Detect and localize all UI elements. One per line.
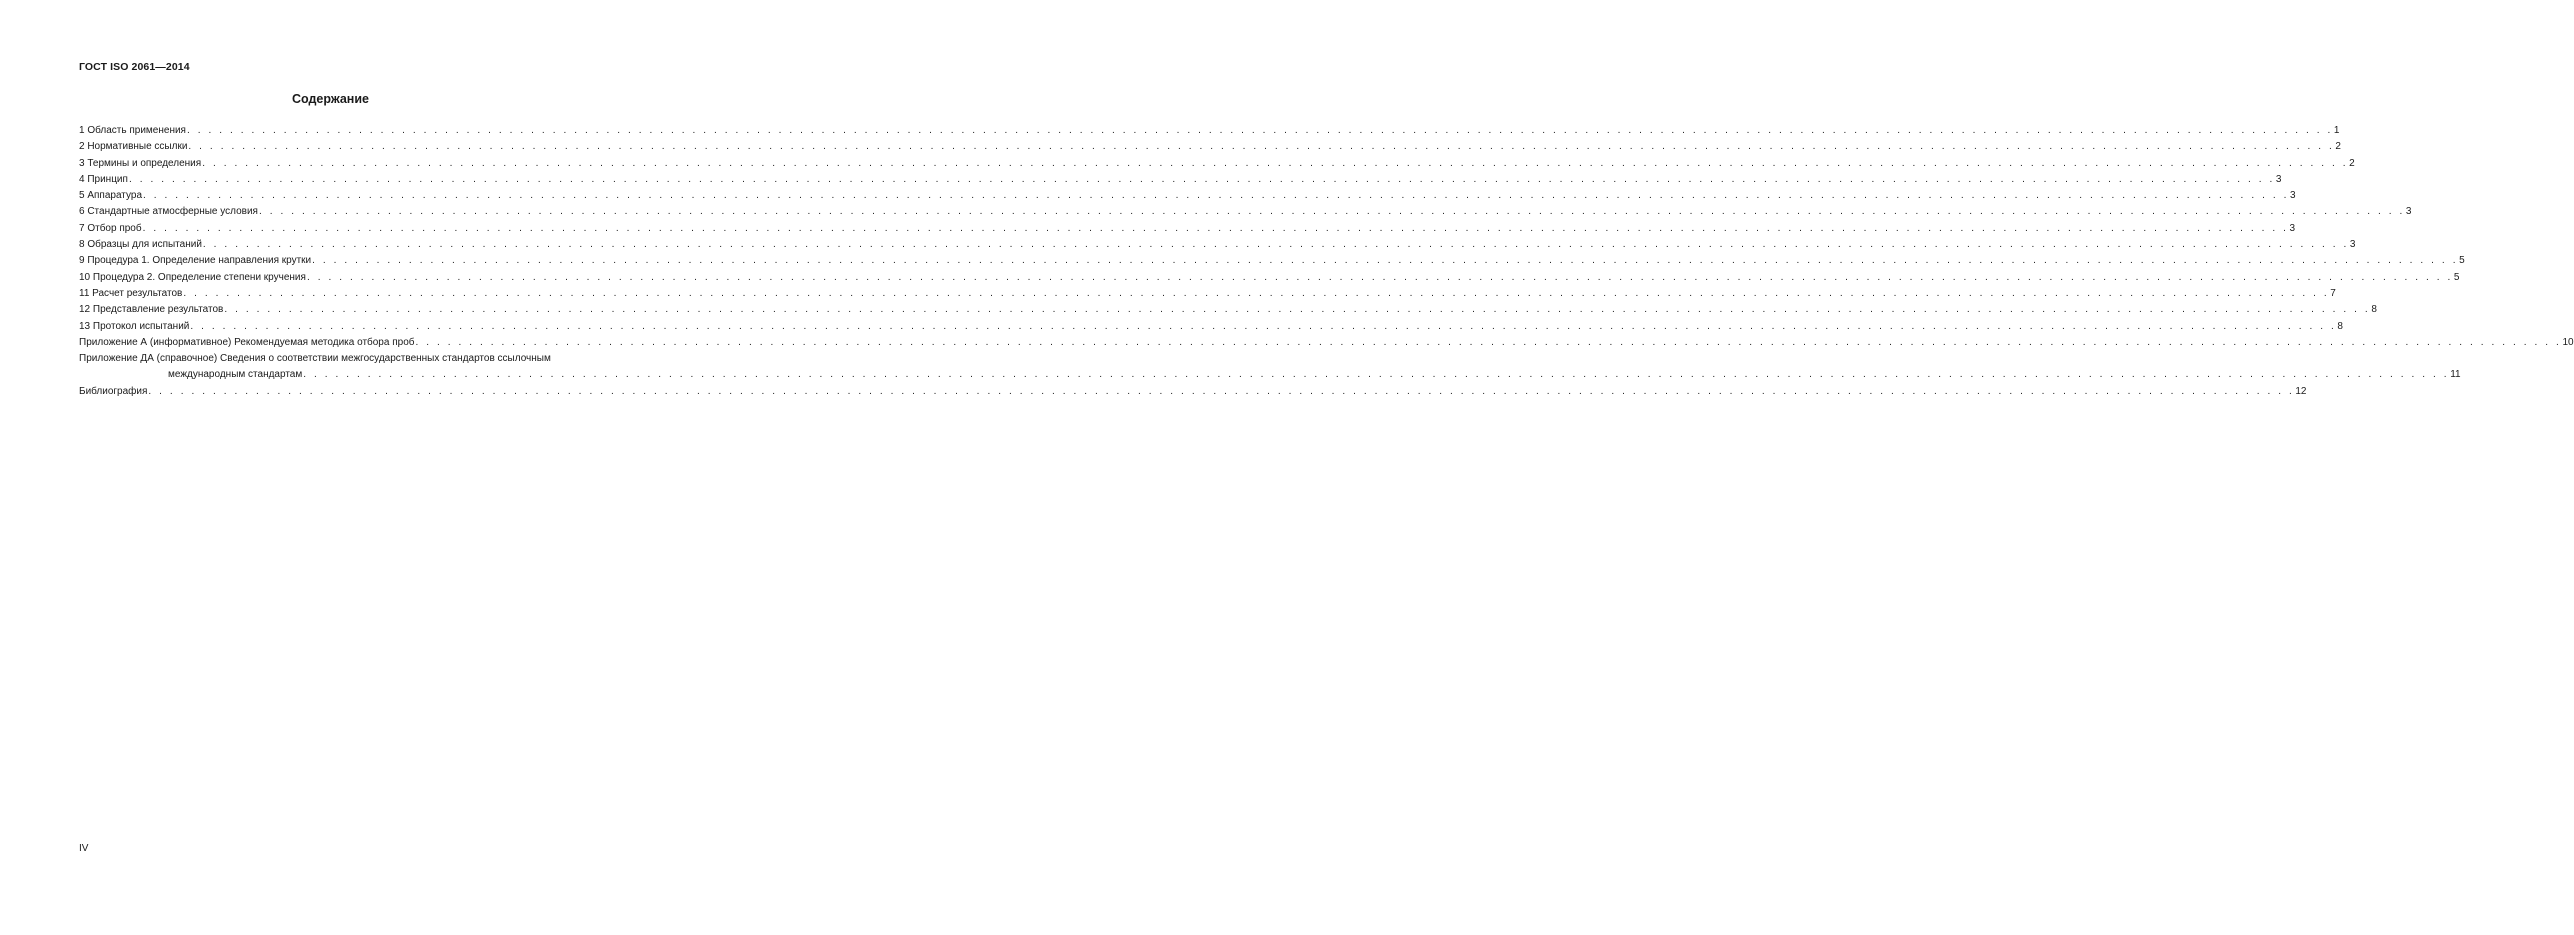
toc-entry-label: 6 Стандартные атмосферные условия — [79, 206, 258, 218]
toc-entry-label: 4 Принцип — [79, 173, 128, 185]
dot-leader: . . . . . . . . . . . . . . . . . . . . . . . . . . . . . . . . . . . . . . . . . . . . . . . . . . . . . . . . . . . . . . . . . . . . . . . . . . . . . . . . . . . . . . . . . . . . . . . . . . . . . . . . . . . . . . . . . . . . . . . . . . . . . . . . . . . . . . . . . . . . . . . . . . . . . . . . . . . . . . . . . . . . . . . . . . . . . . . . . . . . . . . . . . . . . . . . . . . . . . . . — [143, 190, 2289, 202]
toc-entry-page: 3 — [2289, 190, 2296, 202]
toc-entry-label: 1 Область применения — [79, 125, 186, 136]
toc-entry-label: 13 Протокол испытаний — [79, 320, 190, 332]
page-number: IV — [79, 843, 89, 854]
toc-entry-page: 2 — [2335, 141, 2341, 153]
dot-leader: . . . . . . . . . . . . . . . . . . . . . . . . . . . . . . . . . . . . . . . . . . . . . . . . . . . . . . . . . . . . . . . . . . . . . . . . . . . . . . . . . . . . . . . . . . . . . . . . . . . . . . . . . . . . . . . . . . . . . . . . . . . . . . . . . . . . . . . . . . . . . . . . . . . . . . . . . . . . . . . . . . . . . . . . . . . . . . . . . . . . . . . . . . . . . . . . . . . . . . . . — [312, 255, 2459, 267]
toc-entry[interactable] — [79, 204, 2412, 220]
toc-entry[interactable] — [79, 286, 2336, 302]
dot-leader: . . . . . . . . . . . . . . . . . . . . . . . . . . . . . . . . . . . . . . . . . . . . . . . . . . . . . . . . . . . . . . . . . . . . . . . . . . . . . . . . . . . . . . . . . . . . . . . . . . . . . . . . . . . . . . . . . . . . . . . . . . . . . . . . . . . . . . . . . . . . . . . . . . . . . . . . . . . . . . . . . . . . . . . . . . . . . . . . . . . . . . . . . . . . . . . . . . . . . . . . — [190, 320, 2337, 332]
toc-entry-label: Приложение А (информативное) Рекомендуемая методика отбора проб — [79, 336, 415, 348]
toc-entry-page: 11 — [2450, 369, 2461, 381]
toc-entry-page: 12 — [2295, 385, 2307, 397]
toc-entry-label: 3 Термины и определения — [79, 157, 202, 169]
toc-entry-label: 10 Процедура 2. Определение степени кручения — [79, 271, 306, 283]
toc-entry[interactable] — [79, 319, 2343, 335]
toc-entry[interactable] — [79, 302, 2377, 318]
toc-entry-page: 7 — [2330, 287, 2336, 299]
toc-entry[interactable] — [79, 156, 2355, 172]
toc-entry[interactable] — [79, 237, 2356, 253]
toc-entry[interactable] — [79, 270, 2460, 286]
toc-title: Содержание — [291, 92, 369, 106]
dot-leader: . . . . . . . . . . . . . . . . . . . . . . . . . . . . . . . . . . . . . . . . . . . . . . . . . . . . . . . . . . . . . . . . . . . . . . . . . . . . . . . . . . . . . . . . . . . . . . . . . . . . . . . . . . . . . . . . . . . . . . . . . . . . . . . . . . . . . . . . . . . . . . . . . . . . . . . . . . . . . . . . . . . . . . . . . . . . . . . . . . . . . . . . . . . . . . . . . . . . . . . . — [128, 173, 2275, 185]
toc-entry-label: 11 Расчет результатов — [79, 287, 183, 299]
toc-entry-bibliography[interactable] — [79, 384, 2307, 400]
dot-leader: . . . . . . . . . . . . . . . . . . . . . . . . . . . . . . . . . . . . . . . . . . . . . . . . . . . . . . . . . . . . . . . . . . . . . . . . . . . . . . . . . . . . . . . . . . . . . . . . . . . . . . . . . . . . . . . . . . . . . . . . . . . . . . . . . . . . . . . . . . . . . . . . . . . . . . . . . . . . . . . . . . . . . . . . . . . . . . . . . . . . . . . . . . . . . . . . . . . . . . . . — [186, 125, 2333, 136]
toc-entry[interactable] — [79, 139, 2341, 155]
toc-entry-label: 12 Представление результатов — [79, 304, 224, 316]
toc-entry[interactable] — [79, 221, 2296, 237]
document-header: ГОСТ ISO 2061—2014 — [79, 61, 190, 73]
toc-entry-label: 9 Процедура 1. Определение направления крутки — [79, 255, 312, 267]
dot-leader: . . . . . . . . . . . . . . . . . . . . . . . . . . . . . . . . . . . . . . . . . . . . . . . . . . . . . . . . . . . . . . . . . . . . . . . . . . . . . . . . . . . . . . . . . . . . . . . . . . . . . . . . . . . . . . . . . . . . . . . . . . . . . . . . . . . . . . . . . . . . . . . . . . . . . . . . . . . . . . . . . . . . . . . . . . . . . . . . . . . . . . . . . . . . . . . . . . . . . . . . — [224, 304, 2371, 316]
dot-leader: . . . . . . . . . . . . . . . . . . . . . . . . . . . . . . . . . . . . . . . . . . . . . . . . . . . . . . . . . . . . . . . . . . . . . . . . . . . . . . . . . . . . . . . . . . . . . . . . . . . . . . . . . . . . . . . . . . . . . . . . . . . . . . . . . . . . . . . . . . . . . . . . . . . . . . . . . . . . . . . . . . . . . . . . . . . . . . . . . . . . . . . . . . . . . . . . . . . . . . . . — [303, 369, 2450, 381]
toc-entry[interactable] — [79, 335, 2574, 351]
toc-entry-page: 3 — [2405, 206, 2412, 218]
toc-entry-label: международным стандартам — [168, 369, 303, 381]
toc-entry-annex-da-line2[interactable] — [79, 367, 2461, 383]
toc-entry-page: 2 — [2349, 157, 2355, 169]
dot-leader: . . . . . . . . . . . . . . . . . . . . . . . . . . . . . . . . . . . . . . . . . . . . . . . . . . . . . . . . . . . . . . . . . . . . . . . . . . . . . . . . . . . . . . . . . . . . . . . . . . . . . . . . . . . . . . . . . . . . . . . . . . . . . . . . . . . . . . . . . . . . . . . . . . . . . . . . . . . . . . . . . . . . . . . . . . . . . . . . . . . . . . . . . . . . . . . . . . . . . . . . — [183, 287, 2330, 299]
dot-leader: . . . . . . . . . . . . . . . . . . . . . . . . . . . . . . . . . . . . . . . . . . . . . . . . . . . . . . . . . . . . . . . . . . . . . . . . . . . . . . . . . . . . . . . . . . . . . . . . . . . . . . . . . . . . . . . . . . . . . . . . . . . . . . . . . . . . . . . . . . . . . . . . . . . . . . . . . . . . . . . . . . . . . . . . . . . . . . . . . . . . . . . . . . . . . . . . . . . . . . . . — [188, 141, 2335, 153]
toc-entry-page: 8 — [2337, 320, 2343, 332]
dot-leader: . . . . . . . . . . . . . . . . . . . . . . . . . . . . . . . . . . . . . . . . . . . . . . . . . . . . . . . . . . . . . . . . . . . . . . . . . . . . . . . . . . . . . . . . . . . . . . . . . . . . . . . . . . . . . . . . . . . . . . . . . . . . . . . . . . . . . . . . . . . . . . . . . . . . . . . . . . . . . . . . . . . . . . . . . . . . . . . . . . . . . . . . . . . . . . . . . . . . . . . . — [148, 385, 2295, 397]
toc-entry-label: 2 Нормативные ссылки — [79, 141, 188, 153]
toc-entry[interactable] — [79, 188, 2296, 204]
toc-entry-page: 1 — [2333, 125, 2340, 136]
toc-entry-page: 5 — [2459, 255, 2465, 267]
toc-entry[interactable] — [79, 123, 2340, 139]
toc-entry-annex-da-line1[interactable]: Приложение ДА (справочное) Сведения о соответствии межгосударственных стандартов ссылочным — [79, 353, 551, 365]
toc-entry[interactable] — [79, 172, 2282, 188]
toc-entry-label: Библиография — [79, 385, 148, 397]
toc-entry-page: 3 — [2275, 173, 2282, 185]
table-of-contents — [79, 123, 2574, 400]
toc-entry-label: 7 Отбор проб — [79, 222, 142, 234]
toc-entry-page: 5 — [2453, 271, 2460, 283]
dot-leader: . . . . . . . . . . . . . . . . . . . . . . . . . . . . . . . . . . . . . . . . . . . . . . . . . . . . . . . . . . . . . . . . . . . . . . . . . . . . . . . . . . . . . . . . . . . . . . . . . . . . . . . . . . . . . . . . . . . . . . . . . . . . . . . . . . . . . . . . . . . . . . . . . . . . . . . . . . . . . . . . . . . . . . . . . . . . . . . . . . . . . . . . . . . . . . . . . . . . . . . . — [415, 336, 2562, 348]
toc-entry-label: 5 Аппаратура — [79, 190, 143, 202]
toc-entry-page: 3 — [2349, 239, 2356, 251]
toc-entry-page: 3 — [2289, 222, 2296, 234]
dot-leader: . . . . . . . . . . . . . . . . . . . . . . . . . . . . . . . . . . . . . . . . . . . . . . . . . . . . . . . . . . . . . . . . . . . . . . . . . . . . . . . . . . . . . . . . . . . . . . . . . . . . . . . . . . . . . . . . . . . . . . . . . . . . . . . . . . . . . . . . . . . . . . . . . . . . . . . . . . . . . . . . . . . . . . . . . . . . . . . . . . . . . . . . . . . . . . . . . . . . . . . . — [306, 271, 2453, 283]
dot-leader: . . . . . . . . . . . . . . . . . . . . . . . . . . . . . . . . . . . . . . . . . . . . . . . . . . . . . . . . . . . . . . . . . . . . . . . . . . . . . . . . . . . . . . . . . . . . . . . . . . . . . . . . . . . . . . . . . . . . . . . . . . . . . . . . . . . . . . . . . . . . . . . . . . . . . . . . . . . . . . . . . . . . . . . . . . . . . . . . . . . . . . . . . . . . . . . . . . . . . . . . — [258, 206, 2405, 218]
toc-entry[interactable] — [79, 253, 2465, 269]
dot-leader: . . . . . . . . . . . . . . . . . . . . . . . . . . . . . . . . . . . . . . . . . . . . . . . . . . . . . . . . . . . . . . . . . . . . . . . . . . . . . . . . . . . . . . . . . . . . . . . . . . . . . . . . . . . . . . . . . . . . . . . . . . . . . . . . . . . . . . . . . . . . . . . . . . . . . . . . . . . . . . . . . . . . . . . . . . . . . . . . . . . . . . . . . . . . . . . . . . . . . . . . — [202, 239, 2349, 251]
dot-leader: . . . . . . . . . . . . . . . . . . . . . . . . . . . . . . . . . . . . . . . . . . . . . . . . . . . . . . . . . . . . . . . . . . . . . . . . . . . . . . . . . . . . . . . . . . . . . . . . . . . . . . . . . . . . . . . . . . . . . . . . . . . . . . . . . . . . . . . . . . . . . . . . . . . . . . . . . . . . . . . . . . . . . . . . . . . . . . . . . . . . . . . . . . . . . . . . . . . . . . . . — [202, 157, 2349, 169]
dot-leader: . . . . . . . . . . . . . . . . . . . . . . . . . . . . . . . . . . . . . . . . . . . . . . . . . . . . . . . . . . . . . . . . . . . . . . . . . . . . . . . . . . . . . . . . . . . . . . . . . . . . . . . . . . . . . . . . . . . . . . . . . . . . . . . . . . . . . . . . . . . . . . . . . . . . . . . . . . . . . . . . . . . . . . . . . . . . . . . . . . . . . . . . . . . . . . . . . . . . . . . . — [142, 222, 2289, 234]
toc-entry-page: 10 — [2562, 336, 2574, 348]
toc-entry-label: 8 Образцы для испытаний — [79, 239, 202, 251]
toc-entry-page: 8 — [2371, 304, 2377, 316]
